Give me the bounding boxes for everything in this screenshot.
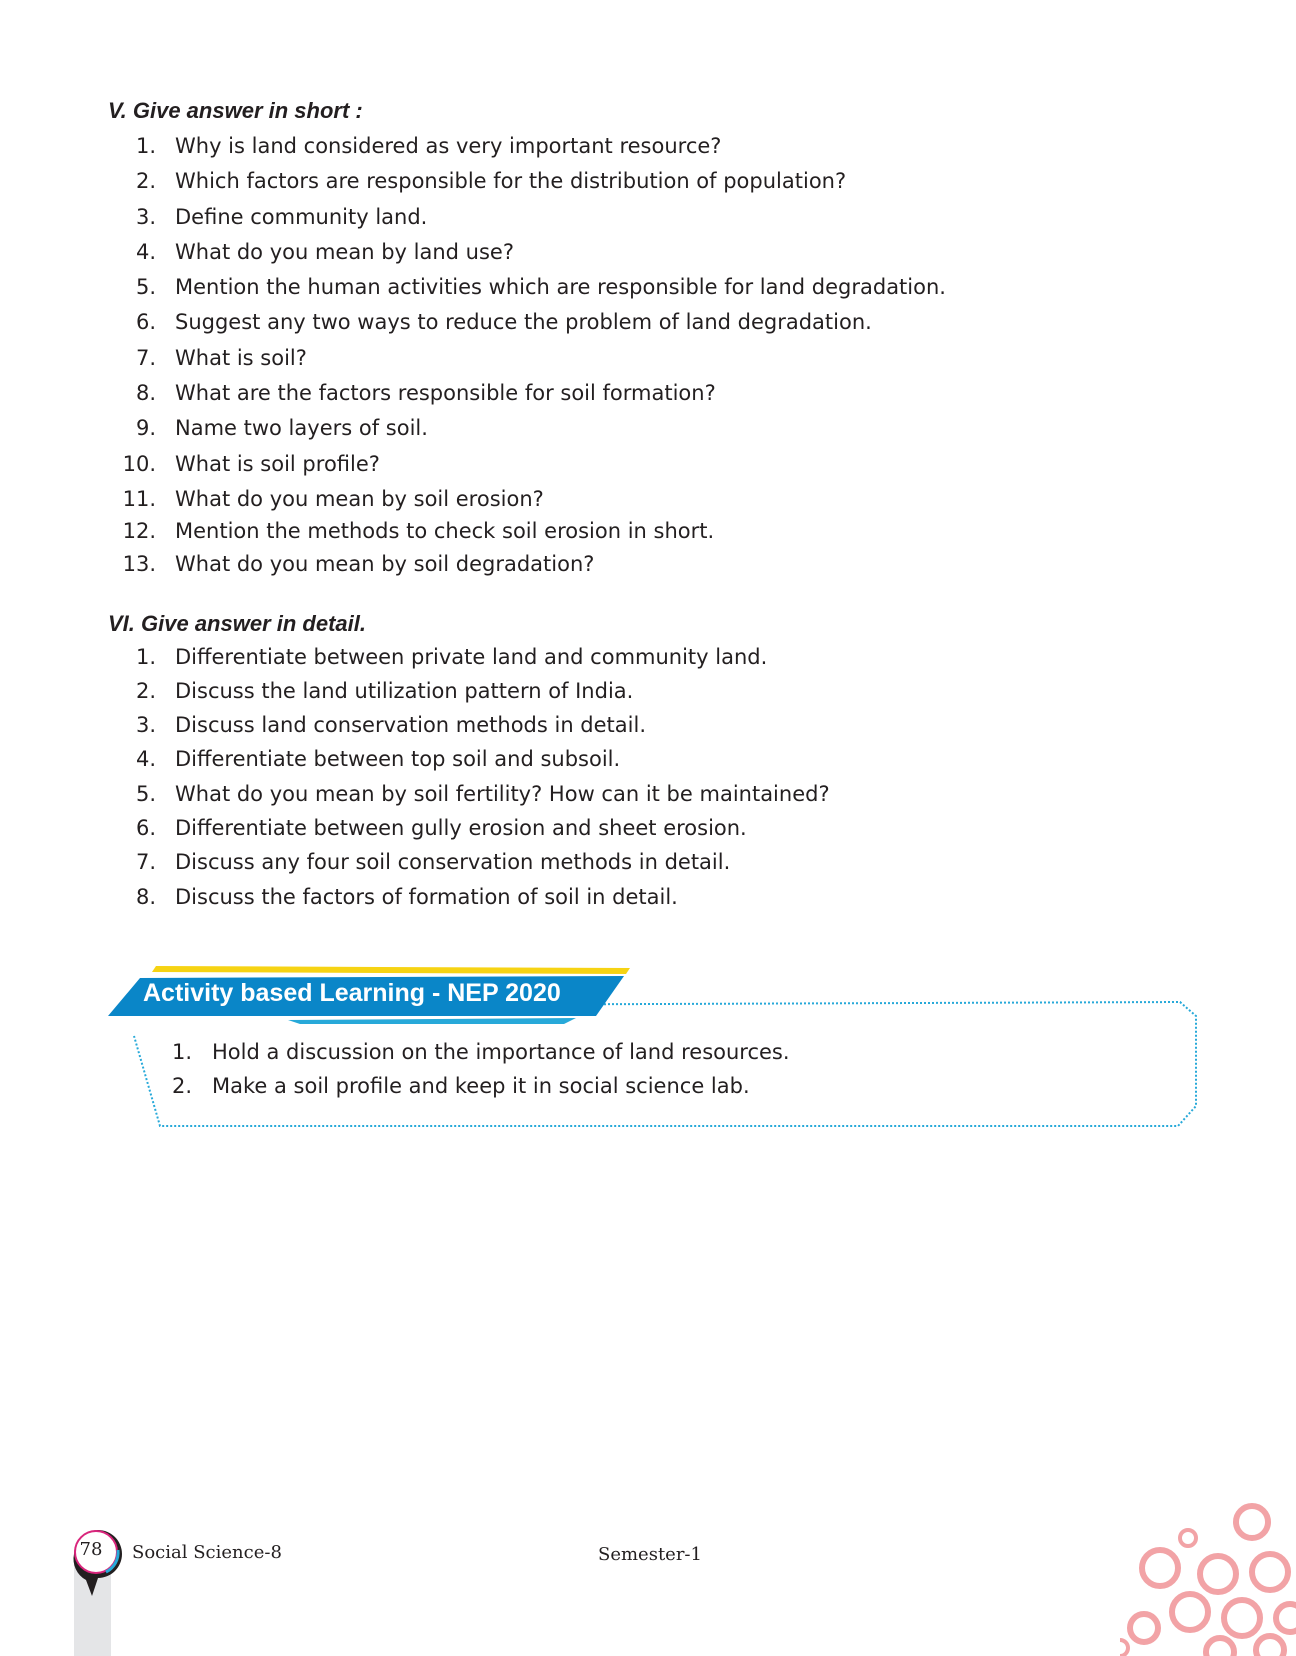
question-text: Discuss the land utilization pattern of India. [175, 679, 634, 703]
activity-title: Activity based Learning - NEP 2020 [143, 979, 561, 1007]
question-item [110, 274, 946, 300]
question-text: What do you mean by soil erosion? [175, 487, 544, 511]
activity-item-text: Make a soil profile and keep it in social science lab. [212, 1074, 750, 1098]
question-text: Differentiate between private land and community land. [175, 645, 768, 669]
question-item [110, 712, 647, 738]
activity-item-text: Hold a discussion on the importance of land resources. [212, 1040, 790, 1064]
question-number: 7. [135, 346, 156, 370]
question-item [110, 746, 621, 772]
page-number: 78 [79, 1539, 103, 1560]
question-item [110, 518, 715, 544]
question-text: Name two layers of soil. [175, 416, 428, 440]
question-number: 4. [135, 240, 156, 264]
section-v-heading: V. Give answer in short : [108, 98, 363, 123]
question-item [110, 781, 830, 807]
question-item [110, 204, 428, 230]
question-text: What do you mean by soil degradation? [175, 552, 595, 576]
question-item [110, 380, 716, 406]
question-item [110, 451, 380, 477]
question-number: 2. [135, 169, 156, 193]
question-number: 7. [135, 850, 156, 874]
question-item [110, 644, 768, 670]
question-number: 8. [135, 381, 156, 405]
question-text: Discuss the factors of formation of soil in detail. [175, 885, 678, 909]
question-number: 1. [135, 645, 156, 669]
activity-item [148, 1039, 790, 1065]
question-text: Discuss land conservation methods in detail. [175, 713, 647, 737]
question-number: 3. [135, 205, 156, 229]
question-text: Differentiate between top soil and subsoil. [175, 747, 621, 771]
question-number: 1. [135, 134, 156, 158]
question-item [110, 133, 722, 159]
question-text: What do you mean by land use? [175, 240, 514, 264]
decorative-circles-icon [1120, 1500, 1296, 1656]
question-text: Why is land considered as very important resource? [175, 134, 722, 158]
question-number: 9. [135, 416, 156, 440]
question-item [110, 345, 307, 371]
question-item [110, 415, 428, 441]
question-item [110, 884, 678, 910]
activity-item-number: 1. [171, 1040, 192, 1064]
question-item [110, 849, 731, 875]
activity-item [148, 1073, 750, 1099]
question-text: What do you mean by soil fertility? How can it be maintained? [175, 782, 830, 806]
activity-item-number: 2. [171, 1074, 192, 1098]
question-text: What is soil profile? [175, 452, 380, 476]
question-text: Suggest any two ways to reduce the problem of land degradation. [175, 310, 872, 334]
section-vi-heading: VI. Give answer in detail. [108, 611, 366, 636]
question-text: What is soil? [175, 346, 307, 370]
question-text: Mention the human activities which are responsible for land degradation. [175, 275, 946, 299]
semester-label: Semester-1 [598, 1544, 702, 1565]
question-number: 4. [135, 747, 156, 771]
question-number: 10. [122, 452, 156, 476]
question-number: 6. [135, 310, 156, 334]
question-text: Differentiate between gully erosion and sheet erosion. [175, 816, 747, 840]
question-number: 6. [135, 816, 156, 840]
question-number: 3. [135, 713, 156, 737]
question-text: Mention the methods to check soil erosion in short. [175, 519, 715, 543]
question-number: 5. [135, 782, 156, 806]
book-title: Social Science-8 [132, 1542, 282, 1563]
question-number: 2. [135, 679, 156, 703]
question-item [110, 168, 847, 194]
question-number: 5. [135, 275, 156, 299]
question-number: 13. [122, 552, 156, 576]
question-item [110, 551, 595, 577]
page-number-marker [66, 1524, 126, 1600]
question-item [110, 239, 514, 265]
question-text: Define community land. [175, 205, 428, 229]
question-item [110, 309, 872, 335]
question-number: 11. [122, 487, 156, 511]
question-item [110, 486, 544, 512]
question-text: What are the factors responsible for soil formation? [175, 381, 716, 405]
question-text: Which factors are responsible for the distribution of population? [175, 169, 847, 193]
question-number: 8. [135, 885, 156, 909]
question-item [110, 678, 634, 704]
question-item [110, 815, 747, 841]
question-text: Discuss any four soil conservation methods in detail. [175, 850, 731, 874]
question-number: 12. [122, 519, 156, 543]
